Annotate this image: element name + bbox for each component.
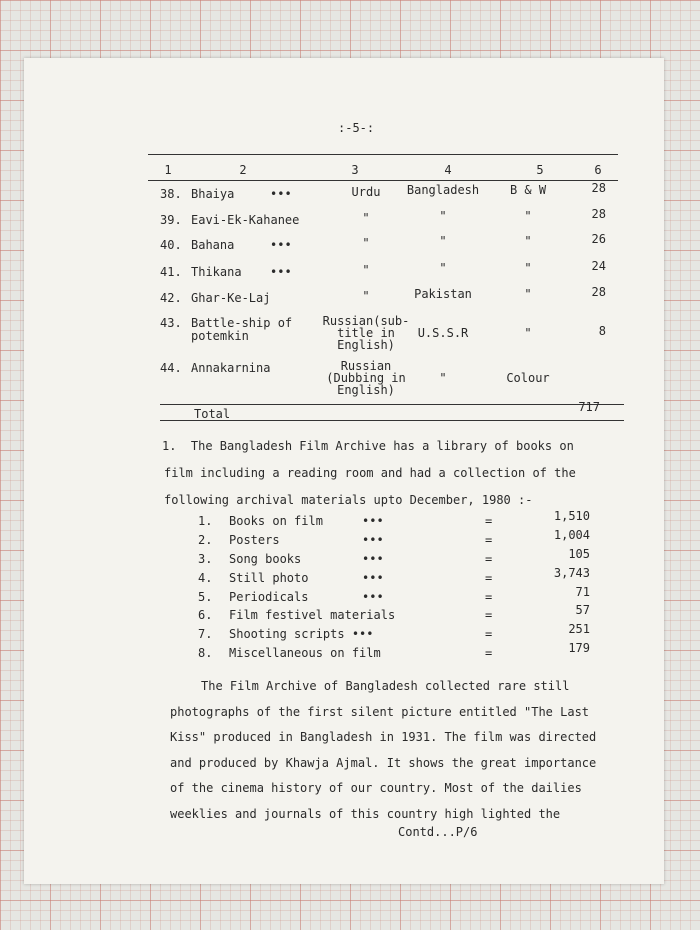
material-name: Posters (229, 533, 280, 547)
row-country: " (439, 371, 447, 385)
paragraph-line: The Film Archive of Bangladesh collected rare still (201, 679, 570, 693)
total-label: Total (194, 407, 231, 421)
row-number: 40. (160, 238, 182, 252)
row-count: 28 (591, 207, 606, 221)
row-country: Bangladesh (406, 183, 480, 197)
material-equals: = (485, 646, 493, 660)
row-count: 8 (598, 324, 606, 338)
material-leader-dots: ••• (362, 533, 384, 547)
material-count: 1,510 (553, 509, 590, 523)
row-number: 43. (160, 316, 182, 330)
row-print-type: " (524, 287, 532, 301)
row-title: Bhaiya (191, 187, 235, 201)
row-country: " (439, 209, 447, 223)
paragraph-line: Kiss" produced in Bangladesh in 1931. The film was directed (170, 730, 597, 744)
row-count: 28 (591, 285, 606, 299)
material-equals: = (485, 571, 493, 585)
material-number: 6. (198, 608, 213, 622)
table-total-top-rule (160, 404, 624, 405)
table-header-rule (148, 180, 618, 181)
row-language: (Dubbing in (326, 371, 406, 385)
row-print-type: Colour (506, 371, 550, 385)
row-language: Urdu (351, 185, 381, 199)
row-title: Eavi-Ek-Kahanee (191, 213, 300, 227)
row-count: 26 (591, 232, 606, 246)
row-country: U.S.S.R (417, 326, 469, 340)
table-header-col-5: 5 (536, 163, 544, 177)
table-top-rule (148, 154, 618, 155)
paragraph-line: photographs of the first silent picture entitled "The Last (170, 704, 590, 719)
row-leader-dots: ••• (270, 187, 292, 201)
row-number: 42. (160, 291, 182, 305)
row-number: 39. (160, 213, 182, 227)
material-count: 1,004 (553, 528, 590, 542)
page-number: :-5-: (338, 121, 375, 135)
material-name: Books on film (229, 514, 323, 528)
material-number: 4. (198, 571, 213, 585)
row-language: Russian (340, 359, 392, 373)
row-print-type: B & W (509, 183, 547, 197)
row-count: 24 (591, 259, 606, 273)
row-title: Battle-ship of potemkin (191, 316, 293, 343)
row-number: 44. (160, 361, 182, 375)
material-number: 3. (198, 552, 213, 566)
paragraph-line: and produced by Khawja Ajmal. It shows the great importance (170, 755, 597, 770)
row-country: " (439, 261, 447, 275)
paragraph-line: of the cinema history of our country. Most of the dailies (170, 781, 582, 795)
material-number: 1. (198, 514, 213, 528)
paragraph-line: 1. The Bangladesh Film Archive has a library of books on (162, 439, 574, 453)
row-number: 41. (160, 265, 182, 279)
material-equals: = (485, 514, 493, 528)
row-language: Russian(sub- (322, 314, 410, 328)
paragraph-line: film including a reading room and had a collection of the (164, 466, 576, 480)
row-print-type: " (524, 261, 532, 275)
material-equals: = (485, 590, 493, 604)
table-header-col-2: 2 (239, 163, 247, 177)
total-value: 717 (578, 400, 600, 414)
row-language: " (362, 236, 370, 250)
table-header-col-4: 4 (444, 163, 452, 177)
material-name: Shooting scripts ••• (229, 627, 374, 641)
row-title: Bahana (191, 238, 235, 252)
row-language: " (362, 211, 370, 225)
table-total-bottom-rule (160, 420, 624, 421)
material-equals: = (485, 627, 493, 641)
material-name: Film festivel materials (229, 608, 396, 622)
material-name: Still photo (229, 571, 309, 585)
material-count: 71 (575, 585, 590, 599)
material-leader-dots: ••• (362, 571, 384, 585)
row-language: " (362, 263, 370, 277)
material-count: 179 (568, 641, 590, 655)
row-country: Pakistan (414, 287, 472, 301)
row-print-type: " (524, 326, 532, 340)
row-country: " (439, 234, 447, 248)
material-count: 105 (568, 547, 590, 561)
material-leader-dots: ••• (362, 552, 384, 566)
material-count: 57 (575, 603, 590, 617)
row-title: Annakarnina (191, 361, 271, 375)
material-number: 7. (198, 627, 213, 641)
row-language: English) (337, 383, 395, 397)
material-number: 2. (198, 533, 213, 547)
material-count: 3,743 (553, 566, 590, 580)
paragraph-line: weeklies and journals of this country high lighted the (170, 806, 561, 821)
row-language: English) (337, 338, 395, 352)
material-number: 8. (198, 646, 213, 660)
row-leader-dots: ••• (270, 265, 292, 279)
material-equals: = (485, 608, 493, 622)
material-count: 251 (568, 622, 590, 636)
row-number: 38. (160, 187, 182, 201)
row-language: " (362, 289, 370, 303)
material-equals: = (485, 552, 493, 566)
row-language: title in (337, 326, 395, 340)
material-number: 5. (198, 590, 213, 604)
row-print-type: " (524, 209, 532, 223)
material-name: Miscellaneous on film (229, 646, 381, 660)
table-header-col-3: 3 (351, 163, 359, 177)
row-title: Thikana (191, 265, 242, 279)
table-header-col-6: 6 (594, 163, 602, 177)
paragraph-line: following archival materials upto December, 1980 :- (164, 493, 533, 507)
row-count: 28 (591, 181, 606, 195)
material-leader-dots: ••• (362, 514, 384, 528)
material-name: Periodicals (229, 590, 309, 604)
material-equals: = (485, 533, 493, 547)
material-leader-dots: ••• (362, 590, 384, 604)
material-name: Song books (229, 552, 302, 566)
row-print-type: " (524, 234, 532, 248)
row-leader-dots: ••• (270, 238, 292, 252)
row-title: Ghar-Ke-Laj (191, 291, 271, 305)
table-header-col-1: 1 (164, 163, 172, 177)
continued-note: Contd...P/6 (398, 825, 478, 839)
